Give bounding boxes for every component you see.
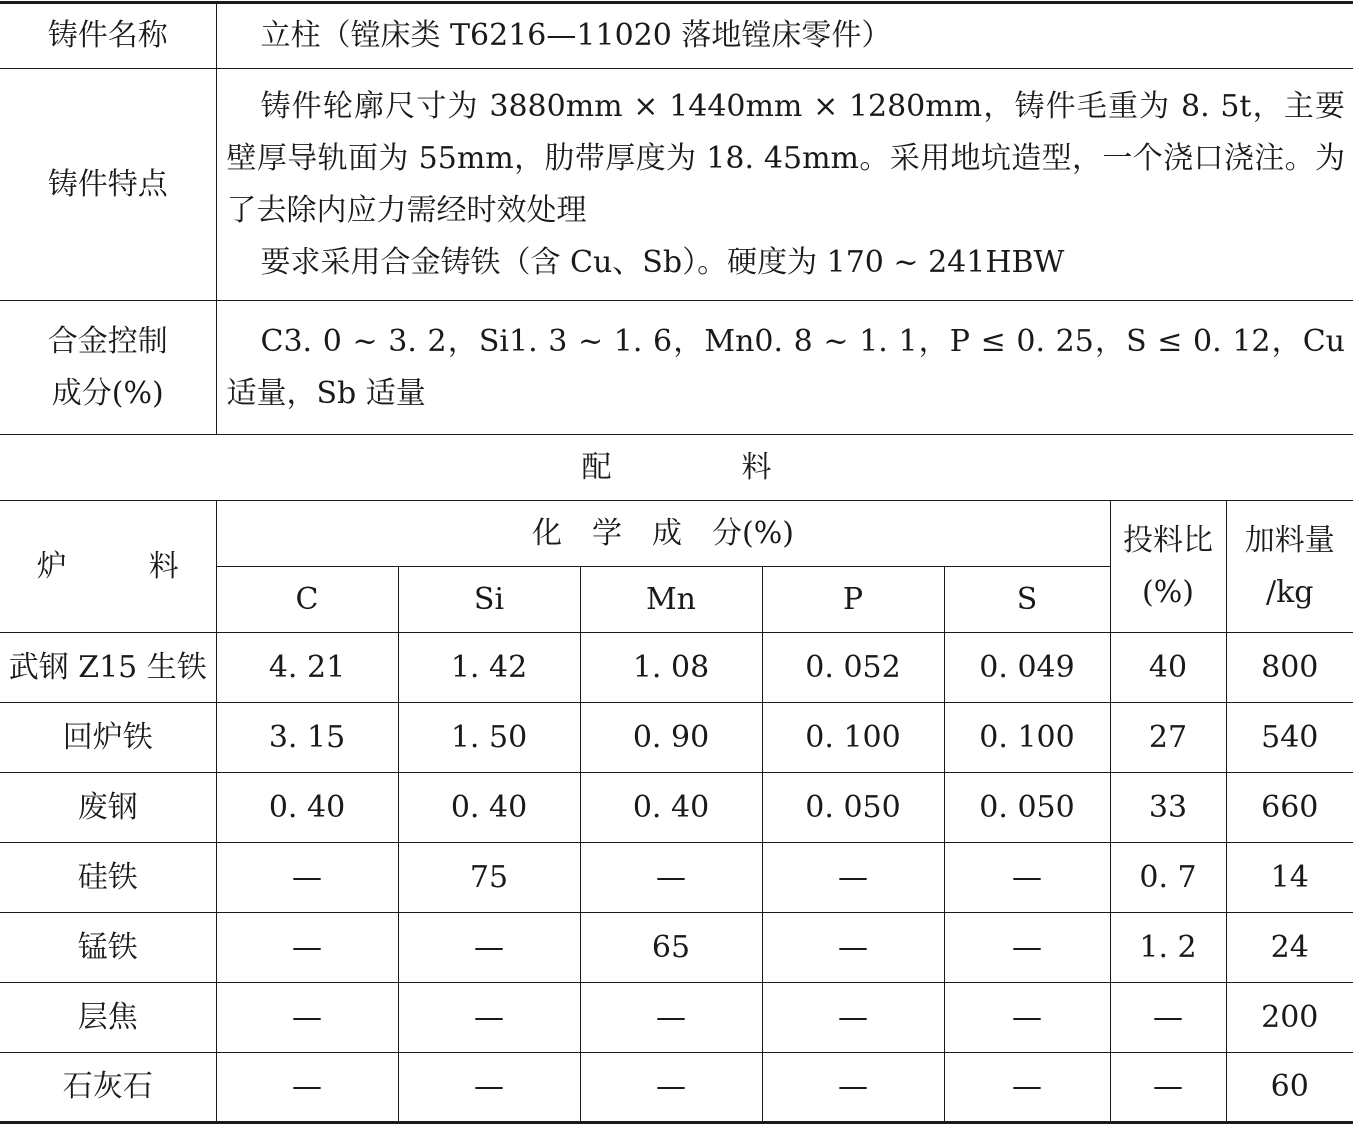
chemical-composition-header — [216, 501, 1110, 567]
row-p: 0. 100 — [762, 703, 944, 773]
casting-name-text: 立柱（镗床类 T6216—11020 落地镗床零件） — [260, 18, 892, 53]
row-mn: 1. 08 — [580, 633, 762, 703]
casting-spec-table — [0, 1, 1353, 1124]
row-p: — — [762, 1053, 944, 1123]
row-mn: 65 — [580, 913, 762, 983]
element-header-mn: Mn — [580, 567, 762, 633]
table-row — [0, 1053, 1353, 1123]
element-header-c: C — [216, 567, 398, 633]
casting-name-label: 铸件名称 — [0, 3, 216, 69]
alloy-label-line-1: 合金控制 — [47, 323, 168, 359]
row-amount: 660 — [1226, 773, 1353, 843]
alloy-composition-value — [216, 301, 1353, 435]
table-row — [0, 633, 1353, 703]
row-p: — — [762, 913, 944, 983]
row-material: 回炉铁 — [0, 703, 216, 773]
row-material: 废钢 — [0, 773, 216, 843]
alloy-composition-row — [0, 301, 1353, 435]
casting-name-row — [0, 3, 1353, 69]
alloy-label-line-2: 成分(%) — [51, 375, 164, 411]
element-header-s: S — [944, 567, 1110, 633]
row-si: 1. 50 — [398, 703, 580, 773]
row-c: — — [216, 983, 398, 1053]
charge-ratio-header-l1: 投料比 — [1123, 522, 1213, 558]
row-p: — — [762, 983, 944, 1053]
row-si: — — [398, 983, 580, 1053]
casting-name-value — [216, 3, 1353, 69]
row-amount: 60 — [1226, 1053, 1353, 1123]
row-s: — — [944, 913, 1110, 983]
charge-amount-header-l2: /kg — [1266, 574, 1314, 610]
row-s: — — [944, 983, 1110, 1053]
row-si: 1. 42 — [398, 633, 580, 703]
row-amount: 800 — [1226, 633, 1353, 703]
charge-section-title-a: 配 — [581, 449, 612, 485]
charge-ratio-header-l2: (%) — [1142, 574, 1194, 610]
row-c: 4. 21 — [216, 633, 398, 703]
row-material: 锰铁 — [0, 913, 216, 983]
row-mn: 0. 40 — [580, 773, 762, 843]
row-amount: 540 — [1226, 703, 1353, 773]
alloy-composition-label — [0, 301, 216, 435]
row-s: 0. 050 — [944, 773, 1110, 843]
casting-features-paragraph-2: 要求采用合金铸铁（含 Cu、Sb）。硬度为 170 ~ 241HBW — [260, 244, 1065, 280]
casting-features-value — [216, 69, 1353, 301]
chem-header-b: 学 — [592, 515, 623, 551]
row-c: — — [216, 1053, 398, 1123]
row-c: 3. 15 — [216, 703, 398, 773]
row-material: 硅铁 — [0, 843, 216, 913]
row-c: 0. 40 — [216, 773, 398, 843]
row-mn: — — [580, 983, 762, 1053]
table-row — [0, 913, 1353, 983]
row-s: — — [944, 843, 1110, 913]
charge-amount-header — [1226, 501, 1353, 633]
row-ratio: 40 — [1110, 633, 1226, 703]
casting-features-label: 铸件特点 — [0, 69, 216, 301]
row-material: 武钢 Z15 生铁 — [0, 633, 216, 703]
chem-header-a: 化 — [532, 515, 563, 551]
charge-material-header-a: 炉 — [36, 548, 67, 584]
row-si: — — [398, 913, 580, 983]
row-material: 石灰石 — [0, 1053, 216, 1123]
element-header-p: P — [762, 567, 944, 633]
row-ratio: 27 — [1110, 703, 1226, 773]
charge-section-title — [0, 435, 1353, 501]
row-s: 0. 049 — [944, 633, 1110, 703]
row-ratio: 1. 2 — [1110, 913, 1226, 983]
table-row — [0, 703, 1353, 773]
charge-amount-header-l1: 加料量 — [1244, 522, 1335, 558]
row-s: 0. 100 — [944, 703, 1110, 773]
alloy-composition-text: C3. 0 ~ 3. 2，Si1. 3 ~ 1. 6，Mn0. 8 ~ 1. 1，P ≤ 0. 25，S ≤ 0. 12，Cu 适量，Sb 适量 — [226, 323, 1345, 411]
row-amount: 200 — [1226, 983, 1353, 1053]
row-si: 75 — [398, 843, 580, 913]
charge-section-title-b: 料 — [741, 449, 772, 485]
charge-material-header-b: 料 — [148, 548, 179, 584]
row-material: 层焦 — [0, 983, 216, 1053]
row-p: 0. 052 — [762, 633, 944, 703]
row-mn: 0. 90 — [580, 703, 762, 773]
row-c: — — [216, 913, 398, 983]
row-si: 0. 40 — [398, 773, 580, 843]
element-header-si: Si — [398, 567, 580, 633]
chem-header-d: 分(%) — [712, 515, 794, 551]
row-s: — — [944, 1053, 1110, 1123]
row-mn: — — [580, 843, 762, 913]
row-ratio: — — [1110, 983, 1226, 1053]
table-row — [0, 773, 1353, 843]
charge-section-title-row — [0, 435, 1353, 501]
table-row — [0, 983, 1353, 1053]
row-mn: — — [580, 1053, 762, 1123]
row-c: — — [216, 843, 398, 913]
row-p: — — [762, 843, 944, 913]
charge-ratio-header — [1110, 501, 1226, 633]
table-row — [0, 843, 1353, 913]
row-amount: 14 — [1226, 843, 1353, 913]
row-p: 0. 050 — [762, 773, 944, 843]
row-si: — — [398, 1053, 580, 1123]
row-ratio: — — [1110, 1053, 1226, 1123]
charge-header-row-1 — [0, 501, 1353, 567]
casting-features-paragraph-1: 铸件轮廓尺寸为 3880mm × 1440mm × 1280mm，铸件毛重为 8. 5t，主要壁厚导轨面为 55mm，肋带厚度为 18. 45mm。采用地坑造型，一个浇口浇注。为了去除内应力需经时效处理 — [226, 88, 1345, 228]
charge-material-header — [0, 501, 216, 633]
chem-header-c: 成 — [652, 515, 683, 551]
row-ratio: 0. 7 — [1110, 843, 1226, 913]
row-amount: 24 — [1226, 913, 1353, 983]
casting-features-row — [0, 69, 1353, 301]
row-ratio: 33 — [1110, 773, 1226, 843]
